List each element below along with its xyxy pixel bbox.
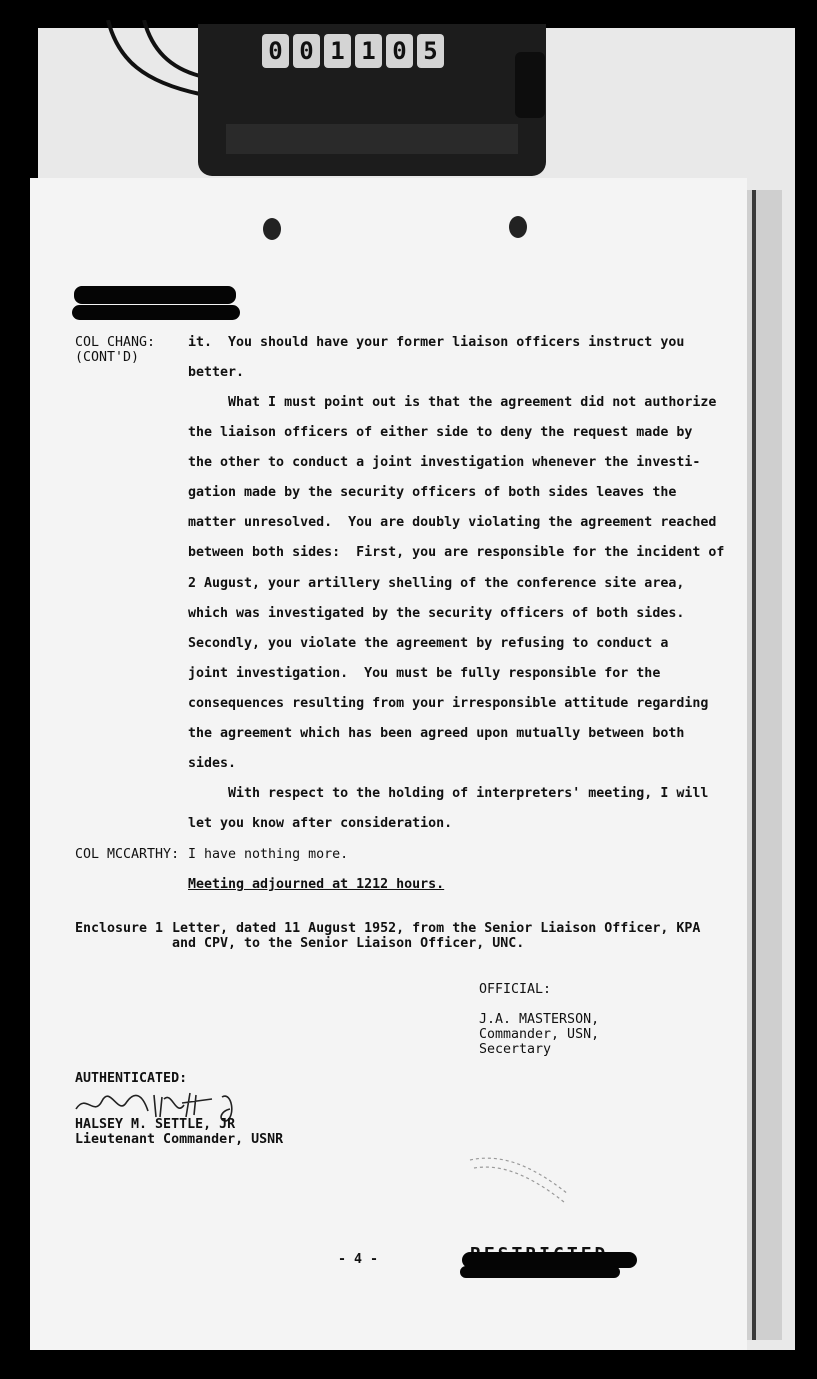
counter-digit: 0	[386, 34, 413, 68]
redaction-bar	[74, 286, 236, 304]
body-line: which was investigated by the security officers of both sides.	[188, 606, 685, 621]
body-line: consequences resulting from your irresponsible attitude regarding	[188, 696, 709, 711]
official-rank: Commander, USN,	[479, 1027, 600, 1042]
page-shadow-edge	[752, 190, 756, 1340]
body-line: let you know after consideration.	[188, 816, 453, 831]
counter-digit: 1	[355, 34, 382, 68]
body-line: it. You should have your former liaison officers instruct you	[188, 335, 685, 350]
counter-digits	[262, 34, 444, 70]
body-line: Secondly, you violate the agreement by refusing to conduct a	[188, 636, 669, 651]
speaker-line: I have nothing more.	[188, 847, 349, 862]
counter-base	[226, 124, 518, 154]
official-heading: OFFICIAL:	[479, 982, 552, 997]
body-line: the other to conduct a joint investigation whenever the investi-	[188, 455, 701, 470]
body-line: better.	[188, 365, 245, 380]
adjournment-note: Meeting adjourned at 1212 hours.	[188, 877, 445, 892]
redaction-bar	[460, 1266, 620, 1278]
official-title: Secertary	[479, 1042, 552, 1057]
redaction-bar	[72, 305, 240, 320]
speaker-name: COL MCCARTHY:	[75, 847, 180, 862]
official-name: J.A. MASTERSON,	[479, 1012, 600, 1027]
faded-stamp-mark	[468, 1150, 588, 1210]
punch-hole	[263, 218, 281, 240]
body-line: 2 August, your artillery shelling of the conference site area,	[188, 576, 685, 591]
speaker-continued: (CONT'D)	[75, 350, 140, 365]
punch-hole	[509, 216, 527, 238]
body-line: With respect to the holding of interpreters' meeting, I will	[188, 786, 709, 801]
body-line: What I must point out is that the agreement did not authorize	[188, 395, 717, 410]
frame-counter-device	[198, 24, 546, 176]
counter-digit: 0	[293, 34, 320, 68]
body-line: the liaison officers of either side to deny the request made by	[188, 425, 693, 440]
body-line: joint investigation. You must be fully responsible for the	[188, 666, 661, 681]
speaker-name: COL CHANG:	[75, 335, 156, 350]
counter-cable	[104, 20, 204, 100]
body-line: gation made by the security officers of both sides leaves the	[188, 485, 677, 500]
body-line: the agreement which has been agreed upon mutually between both	[188, 726, 685, 741]
body-line: sides.	[188, 756, 237, 771]
page-number: - 4 -	[338, 1252, 379, 1267]
enclosure-description: Letter, dated 11 August 1952, from the Senior Liaison Officer, KPA	[172, 921, 701, 936]
body-line: between both sides: First, you are responsible for the incident of	[188, 545, 725, 560]
authenticated-name: HALSEY M. SETTLE, JR	[75, 1117, 236, 1132]
body-line: matter unresolved. You are doubly violating the agreement reached	[188, 515, 717, 530]
counter-digit: 5	[417, 34, 444, 68]
counter-digit: 1	[324, 34, 351, 68]
enclosure-label: Enclosure 1	[75, 921, 164, 936]
authenticated-rank: Lieutenant Commander, USNR	[75, 1132, 284, 1147]
authenticated-heading: AUTHENTICATED:	[75, 1071, 188, 1086]
enclosure-description: and CPV, to the Senior Liaison Officer, UNC.	[172, 936, 525, 951]
counter-digit: 0	[262, 34, 289, 68]
counter-knob	[515, 52, 545, 118]
